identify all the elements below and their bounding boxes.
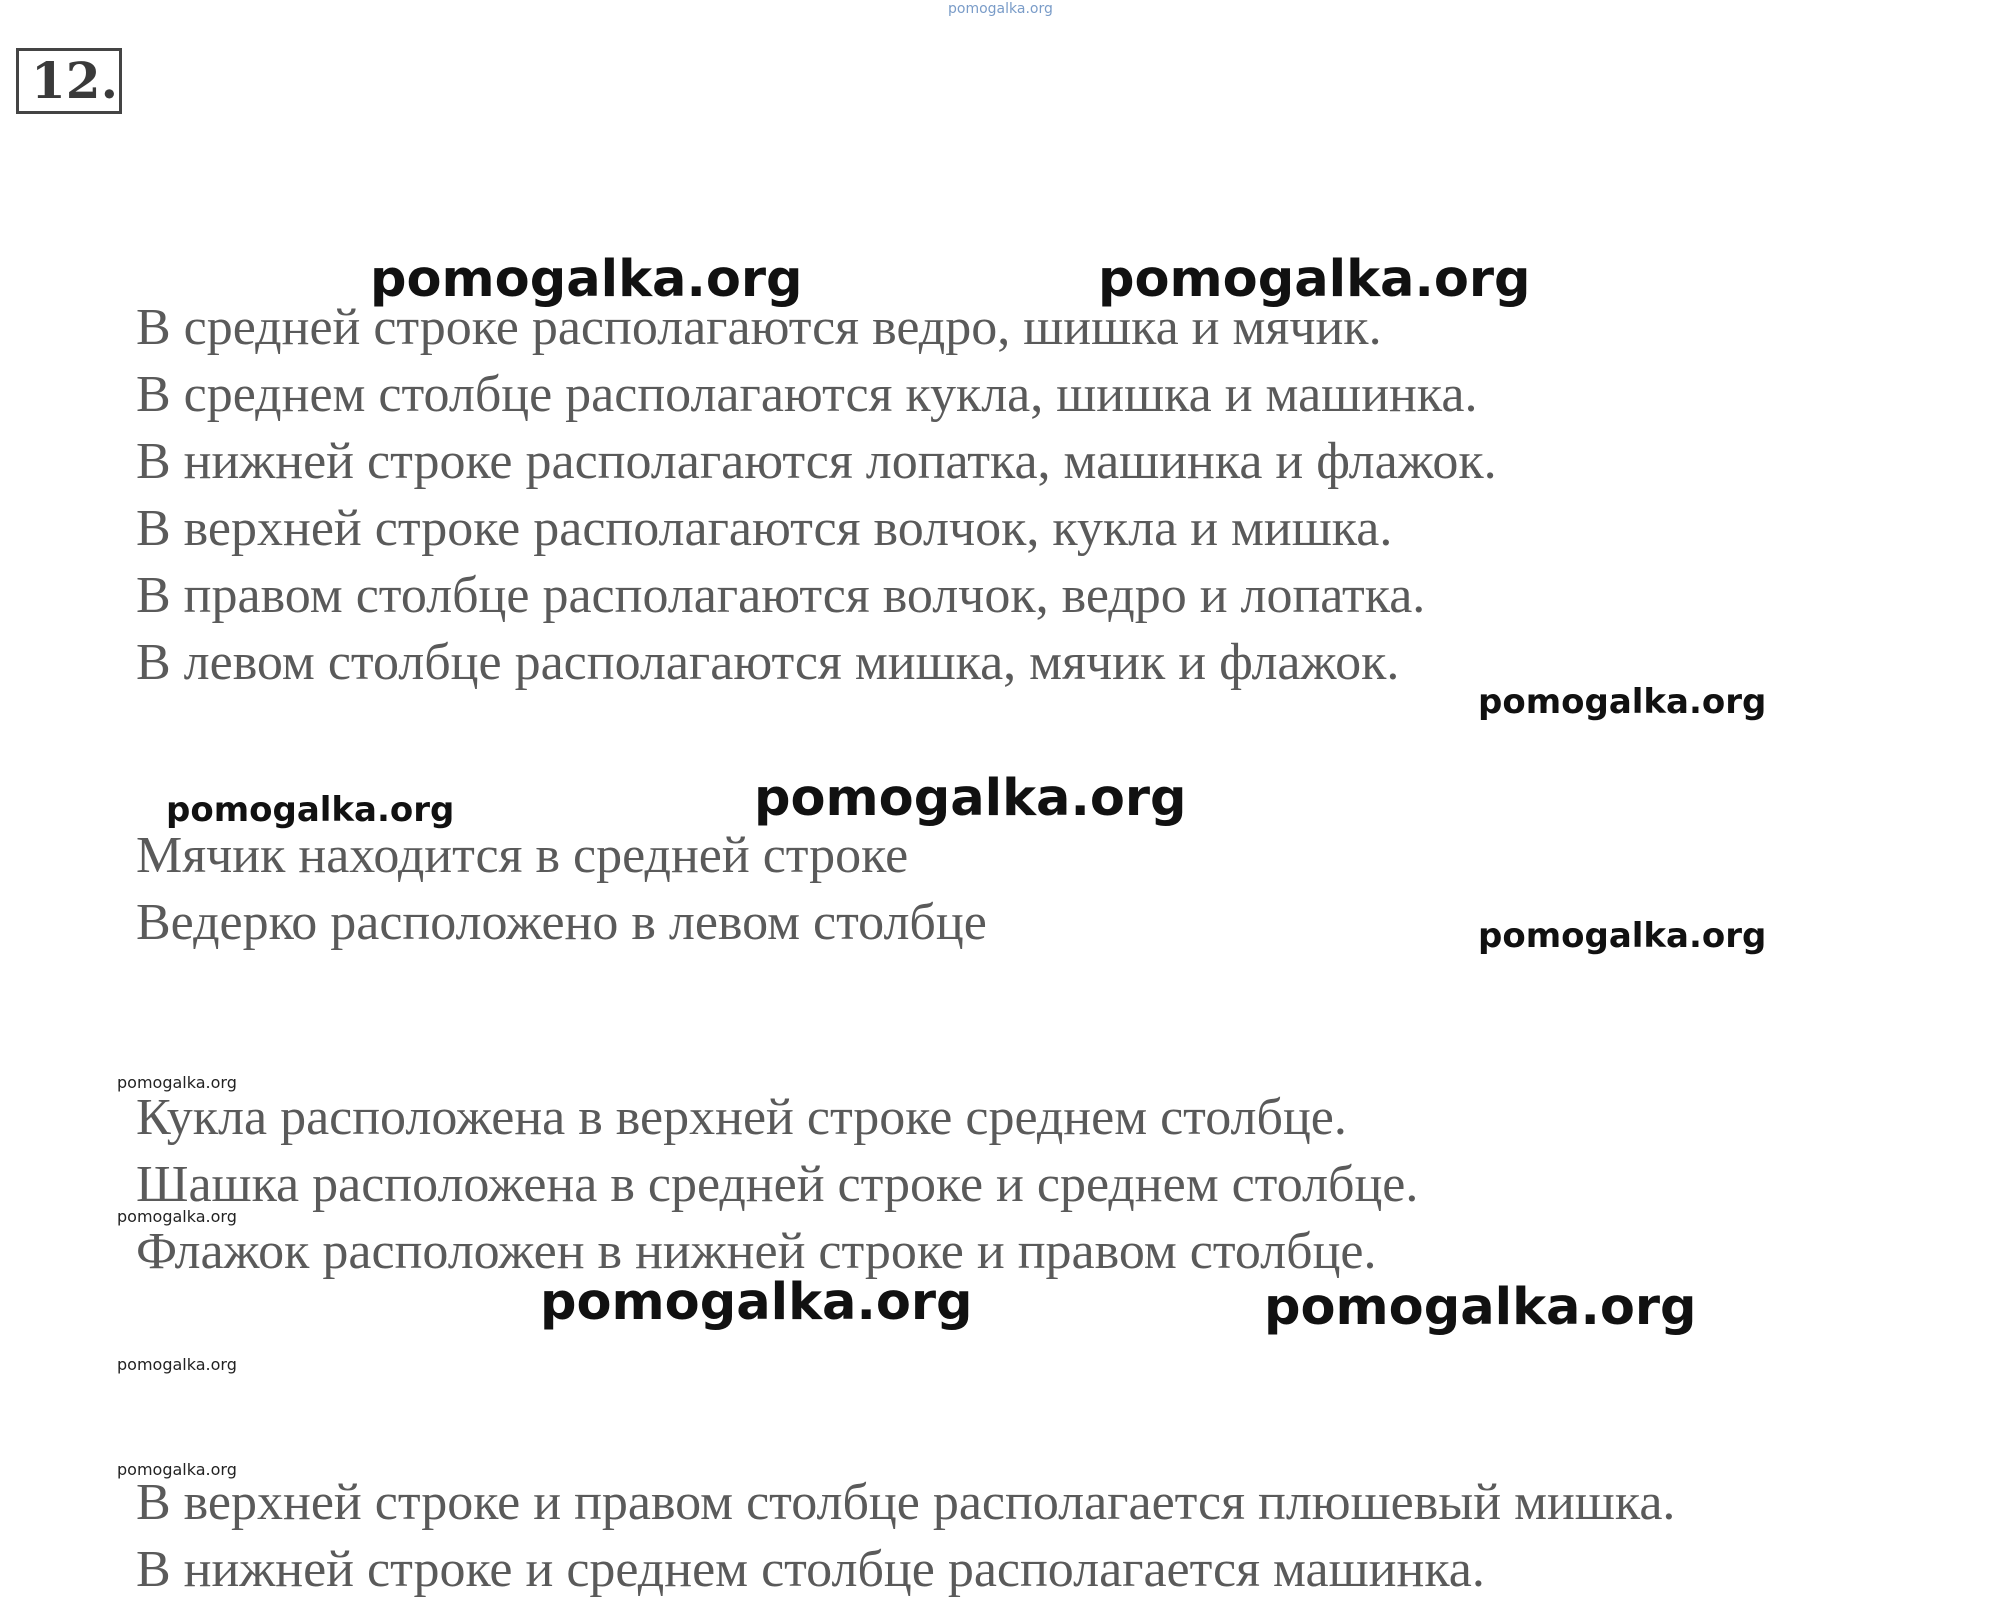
text-line: В правом столбце располагаются волчок, ведро и лопатка.: [136, 567, 1426, 624]
watermark: pomogalka.org: [754, 769, 1187, 828]
watermark: pomogalka.org: [1478, 682, 1767, 722]
text-line: В среднем столбце располагаются кукла, шишка и машинка.: [136, 366, 1478, 423]
text-line: В нижней строке располагаются лопатка, машинка и флажок.: [136, 433, 1497, 490]
text-line: Флажок расположен в нижней строке и правом столбце.: [136, 1223, 1377, 1280]
text-line: В левом столбце располагаются мишка, мячик и флажок.: [136, 634, 1400, 691]
watermark: pomogalka.org: [540, 1273, 973, 1332]
watermark: pomogalka.org: [117, 1460, 237, 1479]
watermark: pomogalka.org: [1098, 250, 1531, 309]
watermark-top: pomogalka.org: [948, 1, 1053, 17]
text-line: Шашка расположена в средней строке и среднем столбце.: [136, 1156, 1419, 1213]
text-line: В верхней строке и правом столбце располагается плюшевый мишка.: [136, 1474, 1676, 1531]
watermark: pomogalka.org: [117, 1207, 237, 1226]
text-line: Ведерко расположено в левом столбце: [136, 894, 987, 951]
task-number: 12.: [16, 48, 122, 114]
text-line: Мячик находится в средней строке: [136, 827, 909, 884]
text-line: В верхней строке располагаются волчок, кукла и мишка.: [136, 500, 1393, 557]
watermark: pomogalka.org: [166, 790, 455, 830]
text-line: Кукла расположена в верхней строке среднем столбце.: [136, 1089, 1347, 1146]
watermark: pomogalka.org: [117, 1355, 237, 1374]
watermark: pomogalka.org: [1478, 916, 1767, 956]
watermark: pomogalka.org: [117, 1073, 237, 1092]
text-line: В средней строке располагаются ведро, шишка и мячик.: [136, 299, 1382, 356]
watermark: pomogalka.org: [370, 250, 803, 309]
text-line: В нижней строке и среднем столбце располагается машинка.: [136, 1541, 1485, 1598]
watermark: pomogalka.org: [1264, 1278, 1697, 1337]
